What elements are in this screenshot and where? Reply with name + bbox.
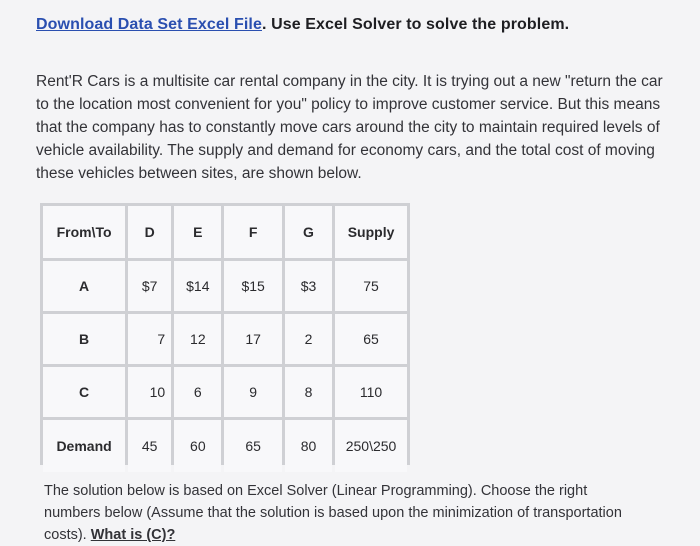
- table-row: [43, 367, 407, 417]
- solution-text: The solution below is based on Excel Solver (Linear Programming). Choose the right numbers below (Assume that the solution is based upon the minimization of transportation costs).: [44, 483, 622, 543]
- table-cell: 10: [128, 367, 171, 417]
- table-cell: 7: [128, 314, 171, 364]
- table-cell: $14: [174, 261, 221, 311]
- row-label: Demand: [43, 420, 125, 472]
- column-header-supply: Supply: [335, 206, 407, 258]
- solution-instructions: [44, 480, 644, 546]
- table-cell: 9: [224, 367, 281, 417]
- row-label: A: [43, 261, 125, 311]
- table-cell: 65: [335, 314, 407, 364]
- table-cell: 110: [335, 367, 407, 417]
- corner-header: From\To: [43, 206, 125, 258]
- column-header-e: E: [174, 206, 221, 258]
- question-text: What is (C)?: [90, 527, 176, 543]
- table-cell: 65: [224, 420, 281, 472]
- table-cell: 2: [285, 314, 332, 364]
- table-cell: 75: [335, 261, 407, 311]
- cost-table: [40, 203, 410, 465]
- problem-description: Rent'R Cars is a multisite car rental company in the city. It is trying out a new "return the car to the location most convenient for you" policy to improve customer service. But this means that the company has to constantly move cars around the city to maintain required levels of vehicle availability. The supply and demand for economy cars, and the total cost of moving these vehicles between sites, are shown below.: [36, 73, 663, 182]
- table-cell: $15: [224, 261, 281, 311]
- table-row: [43, 261, 407, 311]
- column-header-d: D: [128, 206, 171, 258]
- row-label: B: [43, 314, 125, 364]
- table-cell: 6: [174, 367, 221, 417]
- table-row: [43, 314, 407, 364]
- table-cell: 12: [174, 314, 221, 364]
- table-cell: $3: [285, 261, 332, 311]
- table-cell: 80: [285, 420, 332, 472]
- header-instruction: . Use Excel Solver to solve the problem.: [261, 16, 570, 33]
- download-data-link[interactable]: Download Data Set Excel File: [36, 16, 262, 33]
- table-cell: 8: [285, 367, 332, 417]
- table-cell: $7: [128, 261, 171, 311]
- demand-row: [43, 420, 407, 472]
- table-cell: 17: [224, 314, 281, 364]
- row-label: C: [43, 367, 125, 417]
- table-header-row: [43, 206, 407, 258]
- table-cell: 60: [174, 420, 221, 472]
- column-header-g: G: [285, 206, 332, 258]
- problem-header: [36, 16, 676, 34]
- column-header-f: F: [224, 206, 281, 258]
- table-cell: 45: [128, 420, 171, 472]
- table-cell: 250\250: [335, 420, 407, 472]
